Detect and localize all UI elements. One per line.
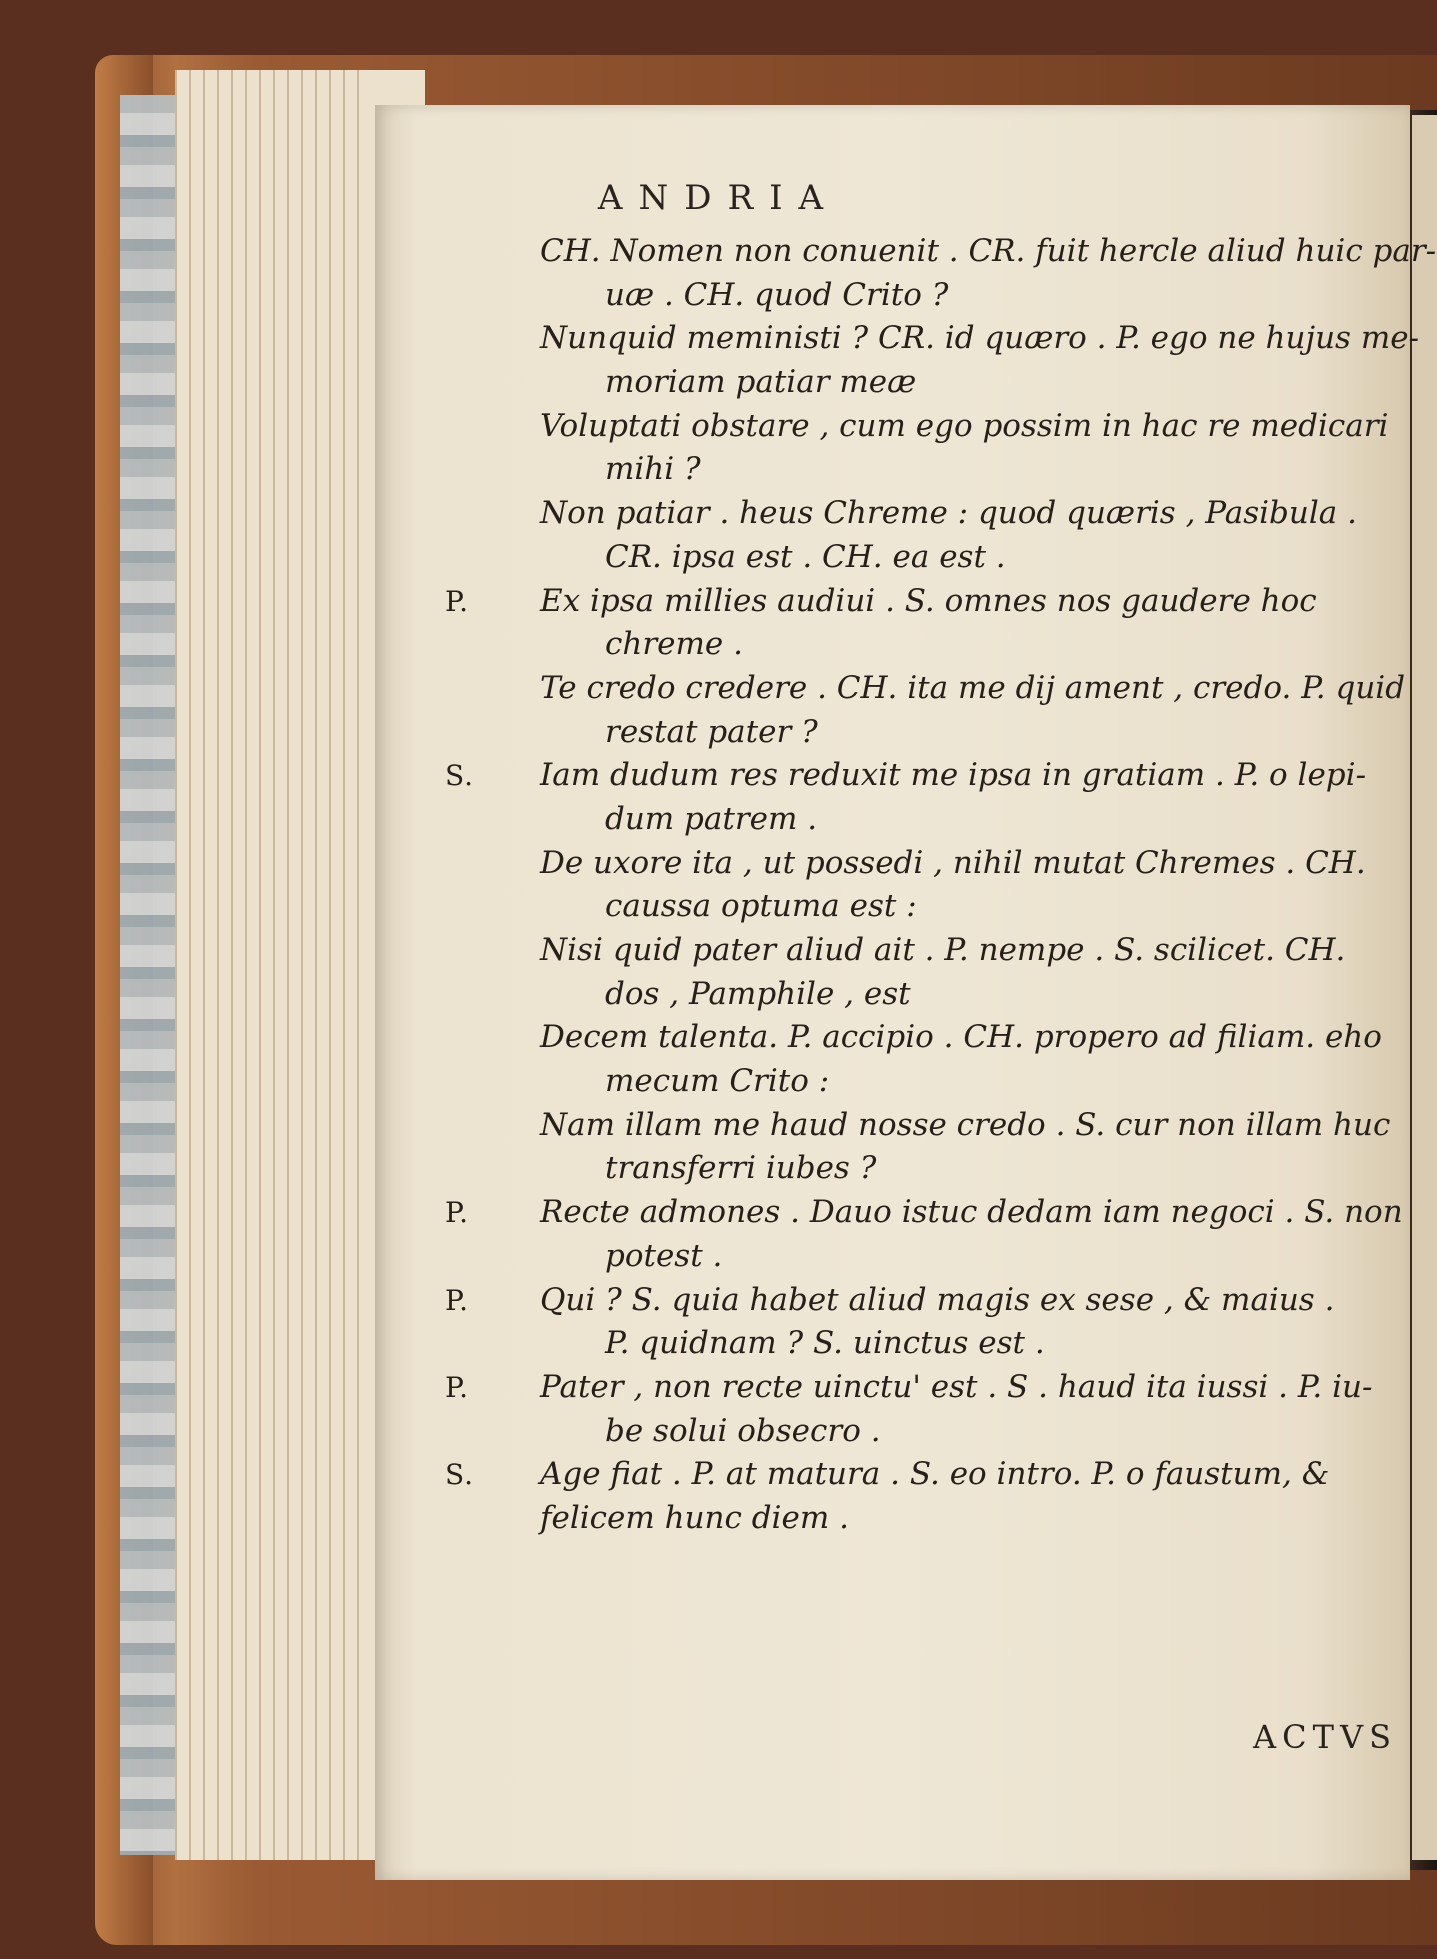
text-line: [540, 973, 1390, 1017]
text-line: [540, 230, 1437, 274]
catchword: ACTVS: [1253, 1718, 1397, 1756]
text-line: [540, 317, 1420, 361]
text-line: [540, 711, 1390, 755]
running-head: ANDRIA: [597, 178, 840, 218]
speaker-label: P.: [445, 584, 470, 618]
line-text: caussa optuma est :: [605, 888, 917, 925]
text-line: [540, 623, 1390, 667]
line-text: Nunquid meministi ? CR. id quæro . P. ego ne hujus me-: [540, 320, 1420, 357]
text-line: [445, 1279, 1390, 1323]
line-text: CR. ipsa est . CH. ea est .: [605, 538, 1006, 575]
text-line: [540, 1497, 1390, 1541]
text-line: [540, 929, 1390, 973]
text-line: [540, 667, 1406, 711]
line-text: Iam dudum res reduxit me ipsa in gratiam . P. o lepi-: [540, 757, 1367, 794]
text-line: [540, 842, 1390, 886]
line-text: Pater , non recte uinctu' est . S . haud ita iussi . P. iu-: [540, 1368, 1373, 1405]
line-text: Nam illam me haud nosse credo . S. cur non illam huc: [540, 1106, 1391, 1143]
line-text: Nisi quid pater aliud ait . P. nempe . S. scilicet. CH.: [540, 932, 1346, 968]
line-text: Voluptati obstare , cum ego possim in hac re medicari: [540, 407, 1389, 444]
text-line: [445, 1366, 1390, 1410]
text-line: [445, 580, 1390, 624]
text-line: [540, 798, 1390, 842]
line-text: transferri iubes ?: [605, 1150, 877, 1187]
line-text: Ex ipsa millies audiui . S. omnes nos gaudere hoc: [540, 582, 1317, 619]
text-line: [540, 1147, 1390, 1191]
text-line: [445, 1191, 1403, 1235]
text-line: [540, 1016, 1390, 1060]
text-line: [540, 1322, 1390, 1366]
line-text: De uxore ita , ut possedi , nihil mutat Chremes . CH.: [540, 844, 1366, 881]
line-text: CH. Nomen non conuenit . CR. fuit hercle aliud huic par-: [540, 233, 1437, 269]
line-text: dos , Pamphile , est: [605, 975, 911, 1012]
line-text: P. quidnam ? S. uinctus est .: [605, 1325, 1045, 1362]
line-text: chreme .: [605, 626, 743, 663]
text-line: [540, 274, 1390, 318]
speaker-label: P.: [445, 1370, 470, 1404]
text-line: [540, 885, 1390, 929]
speaker-label: S.: [445, 759, 475, 793]
text-line: [540, 1060, 1390, 1104]
line-text: Recte admones . Dauo istuc dedam iam negoci . S. non: [540, 1194, 1403, 1231]
line-text: felicem hunc diem .: [540, 1499, 849, 1536]
line-text: uæ . CH. quod Crito ?: [605, 276, 949, 313]
line-text: restat pater ?: [605, 713, 818, 750]
line-text: be solui obsecro .: [605, 1412, 881, 1449]
line-text: mecum Crito :: [605, 1063, 830, 1100]
text-line: [445, 1453, 1390, 1497]
line-text: Qui ? S. quia habet aliud magis ex sese , & maius .: [540, 1281, 1335, 1318]
line-text: potest .: [605, 1237, 723, 1274]
page-edges: [175, 70, 385, 1860]
line-text: mihi ?: [605, 451, 701, 488]
line-text: moriam patiar meæ: [605, 364, 917, 401]
speaker-label: S.: [445, 1458, 475, 1492]
facing-page-edge: [1412, 115, 1437, 1860]
text-line: [540, 536, 1390, 580]
text-line: [445, 754, 1390, 798]
speaker-label: P.: [445, 1196, 470, 1230]
line-text: Te credo credere . CH. ita me dij ament , credo. P. quid: [540, 669, 1406, 706]
line-text: dum patrem .: [605, 800, 818, 837]
text-line: [540, 1104, 1390, 1148]
line-text: Decem talenta. P. accipio . CH. propero ad filiam. eho: [540, 1019, 1382, 1056]
text-line: [540, 1410, 1390, 1454]
page-text: [445, 230, 1437, 1541]
line-text: Age fiat . P. at matura . S. eo intro. P. o faustum, &: [540, 1456, 1330, 1493]
text-line: [540, 1235, 1390, 1279]
text-line: [540, 448, 1390, 492]
text-line: [540, 492, 1390, 536]
text-line: [540, 361, 1390, 405]
speaker-label: P.: [445, 1283, 470, 1317]
line-text: Non patiar . heus Chreme : quod quæris , Pasibula .: [540, 495, 1357, 532]
text-line: [540, 405, 1390, 449]
